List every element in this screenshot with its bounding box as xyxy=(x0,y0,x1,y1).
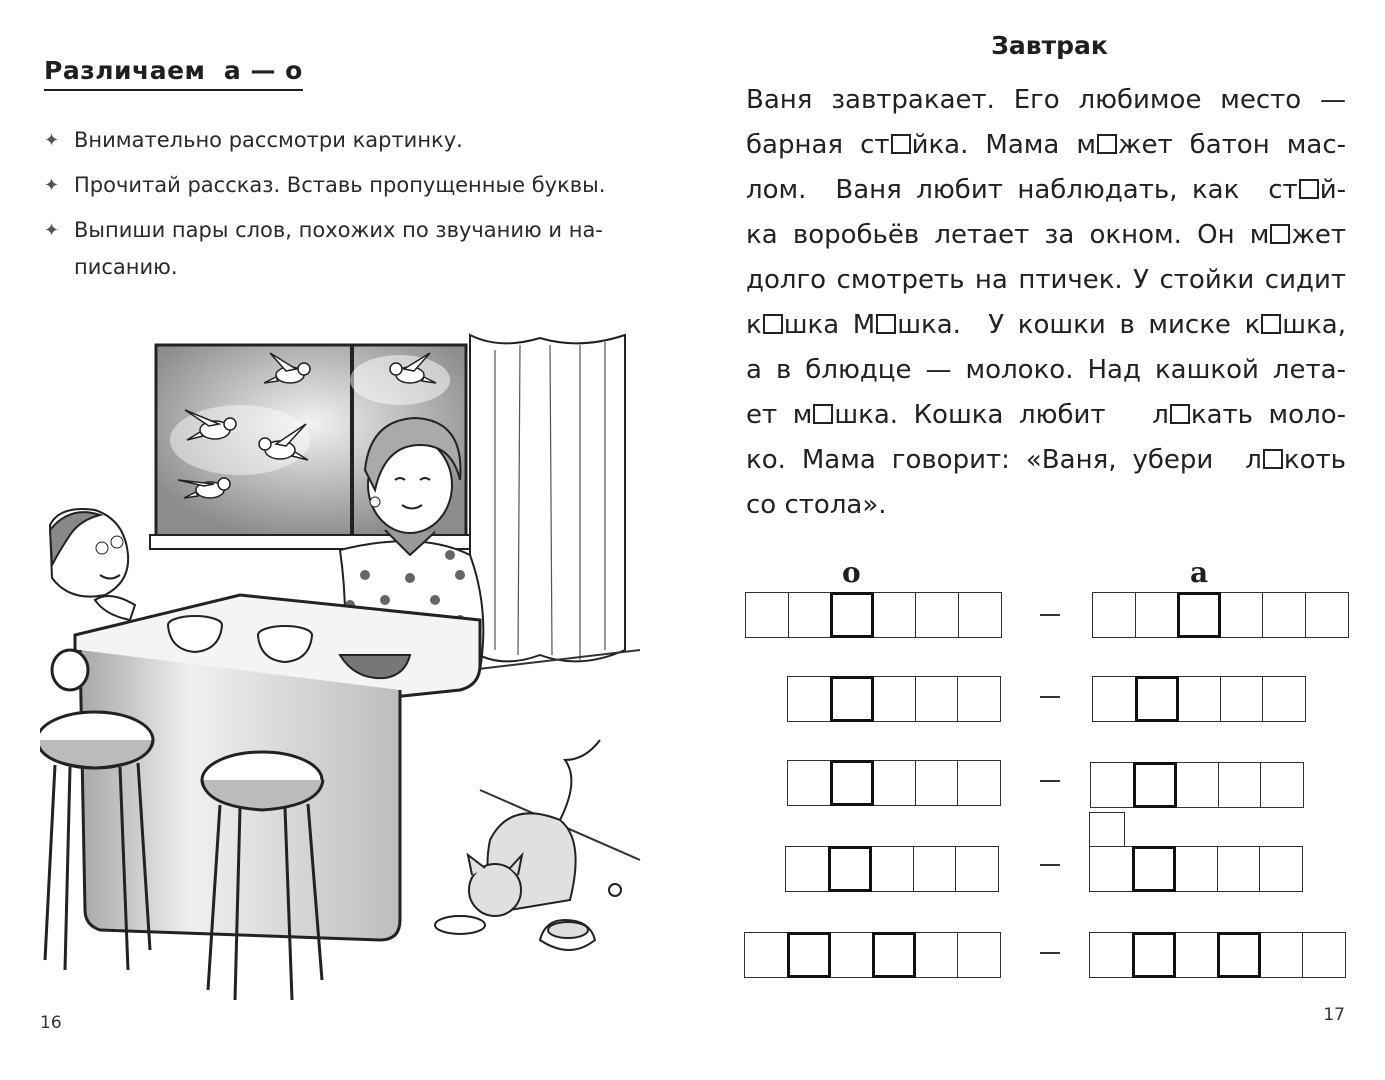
word-grid-a[interactable] xyxy=(1092,592,1349,638)
letter-cell xyxy=(1262,676,1306,722)
task-list xyxy=(44,122,654,286)
missing-letter-box[interactable] xyxy=(1261,314,1281,334)
letter-cell xyxy=(1220,676,1264,722)
task-text-continued: писанию. xyxy=(74,255,178,279)
missing-letter-box[interactable] xyxy=(891,134,911,154)
dash xyxy=(1040,614,1060,616)
missing-letter-box[interactable] xyxy=(1097,134,1117,154)
letter-cell xyxy=(1092,592,1136,638)
star-bullet-icon: ✦ xyxy=(44,175,60,196)
letter-cell xyxy=(915,676,959,722)
letter-cell xyxy=(958,592,1002,638)
letter-cell-key xyxy=(1132,846,1176,892)
letter-cell-key xyxy=(872,932,916,978)
word-grid-o[interactable] xyxy=(787,676,1001,722)
letter-cell xyxy=(872,760,916,806)
kitchen-illustration xyxy=(40,320,660,1010)
letter-cell-key xyxy=(828,846,872,892)
letter-cell-key xyxy=(787,932,831,978)
letter-cell xyxy=(1217,846,1261,892)
letter-cell xyxy=(915,592,959,638)
letter-cell xyxy=(1092,676,1136,722)
task-text: Выпиши пары слов, похожих по звучанию и на- xyxy=(74,218,603,242)
letter-cell xyxy=(1218,762,1262,808)
letter-cell xyxy=(957,676,1001,722)
letter-cell-key xyxy=(830,592,874,638)
word-grid-o[interactable] xyxy=(785,846,999,892)
letter-cell xyxy=(787,760,831,806)
letter-cell xyxy=(1089,932,1133,978)
task-item xyxy=(44,212,654,286)
letter-cell xyxy=(744,932,788,978)
letter-cell xyxy=(1302,932,1346,978)
letter-cell xyxy=(870,846,914,892)
letter-cell-raised[interactable] xyxy=(1089,812,1125,846)
letter-cell xyxy=(785,846,829,892)
curtain xyxy=(470,335,625,661)
story-text xyxy=(746,78,1346,528)
letter-cell xyxy=(1220,592,1264,638)
story-line: барная ст йка. Мама м жет батон мас- xyxy=(746,130,1347,160)
dash xyxy=(1040,696,1060,698)
letter-cell xyxy=(914,932,958,978)
letter-cell xyxy=(1135,592,1179,638)
section-title: Различаем а — о xyxy=(44,56,303,91)
missing-letter-box[interactable] xyxy=(876,314,896,334)
letter-cell-key xyxy=(1135,676,1179,722)
letter-cell-key xyxy=(1133,762,1177,808)
cat-figure xyxy=(435,740,621,950)
column-heading-a: а xyxy=(1190,556,1209,589)
task-text: Внимательно рассмотри картинку. xyxy=(74,128,463,152)
letter-cell-key xyxy=(830,760,874,806)
task-item xyxy=(44,122,654,159)
story-line: к шка М шка. У кошки в миске к шка, xyxy=(746,310,1346,340)
missing-letter-box[interactable] xyxy=(813,404,833,424)
missing-letter-box[interactable] xyxy=(1263,449,1283,469)
story-line: а в блюдце — молоко. Над кашкой лета- xyxy=(746,355,1346,385)
story-line: ет м шка. Кошка любит л кать моло- xyxy=(746,400,1346,430)
letter-cell xyxy=(788,592,832,638)
dash xyxy=(1040,952,1060,954)
word-grid-a[interactable] xyxy=(1089,846,1303,892)
word-grid-a[interactable] xyxy=(1090,762,1304,808)
letter-cell xyxy=(1090,762,1134,808)
missing-letter-box[interactable] xyxy=(1170,404,1190,424)
boy-figure xyxy=(50,509,135,620)
letter-cell xyxy=(873,592,917,638)
star-bullet-icon: ✦ xyxy=(44,220,60,241)
letter-cell xyxy=(1174,932,1218,978)
word-grid-o[interactable] xyxy=(745,592,1002,638)
missing-letter-box[interactable] xyxy=(1270,224,1290,244)
word-grid-a[interactable] xyxy=(1092,676,1306,722)
page-number: 17 xyxy=(1323,1005,1345,1025)
letter-cell xyxy=(872,676,916,722)
letter-cell-key xyxy=(830,676,874,722)
letter-cell-key xyxy=(1132,932,1176,978)
page-number: 16 xyxy=(40,1013,62,1033)
letter-cell xyxy=(957,932,1001,978)
letter-cell xyxy=(1175,762,1219,808)
dash xyxy=(1040,864,1060,866)
letter-cell xyxy=(829,932,873,978)
letter-cell xyxy=(1089,846,1133,892)
task-text: Прочитай рассказ. Вставь пропущенные буквы. xyxy=(74,173,606,197)
story-line: долго смотреть на птичек. У стойки сидит xyxy=(746,265,1346,295)
letter-cell xyxy=(745,592,789,638)
letter-cell-key xyxy=(1217,932,1261,978)
story-line: ка воробьёв летает за окном. Он м жет xyxy=(746,220,1346,250)
letter-cell xyxy=(787,676,831,722)
dash xyxy=(1040,780,1060,782)
letter-cell xyxy=(913,846,957,892)
column-heading-o: о xyxy=(842,556,861,589)
word-grid-o[interactable] xyxy=(787,760,1001,806)
letter-cell xyxy=(1305,592,1349,638)
letter-cell xyxy=(1174,846,1218,892)
missing-letter-box[interactable] xyxy=(1299,179,1319,199)
left-page xyxy=(0,0,692,1080)
letter-cell xyxy=(1177,676,1221,722)
word-grid-o[interactable] xyxy=(744,932,1001,978)
story-line: со стола». xyxy=(746,490,887,520)
letter-cell xyxy=(1259,932,1303,978)
story-line: ко. Мама говорит: «Ваня, убери л коть xyxy=(746,445,1346,475)
letter-cell xyxy=(1259,846,1303,892)
story-line: лом. Ваня любит наблюдать, как ст й- xyxy=(746,175,1346,205)
letter-cell xyxy=(957,760,1001,806)
letter-cell xyxy=(1262,592,1306,638)
word-grid-area xyxy=(692,550,1385,990)
letter-cell xyxy=(955,846,999,892)
letter-cell xyxy=(1260,762,1304,808)
word-grid-a[interactable] xyxy=(1089,932,1346,978)
letter-cell xyxy=(915,760,959,806)
task-item xyxy=(44,167,654,204)
story-title: Завтрак xyxy=(991,31,1108,60)
missing-letter-box[interactable] xyxy=(763,314,783,334)
star-bullet-icon: ✦ xyxy=(44,130,60,151)
letter-cell-key xyxy=(1177,592,1221,638)
story-line: Ваня завтракает. Его любимое место — xyxy=(746,85,1346,115)
right-page xyxy=(692,0,1385,1080)
